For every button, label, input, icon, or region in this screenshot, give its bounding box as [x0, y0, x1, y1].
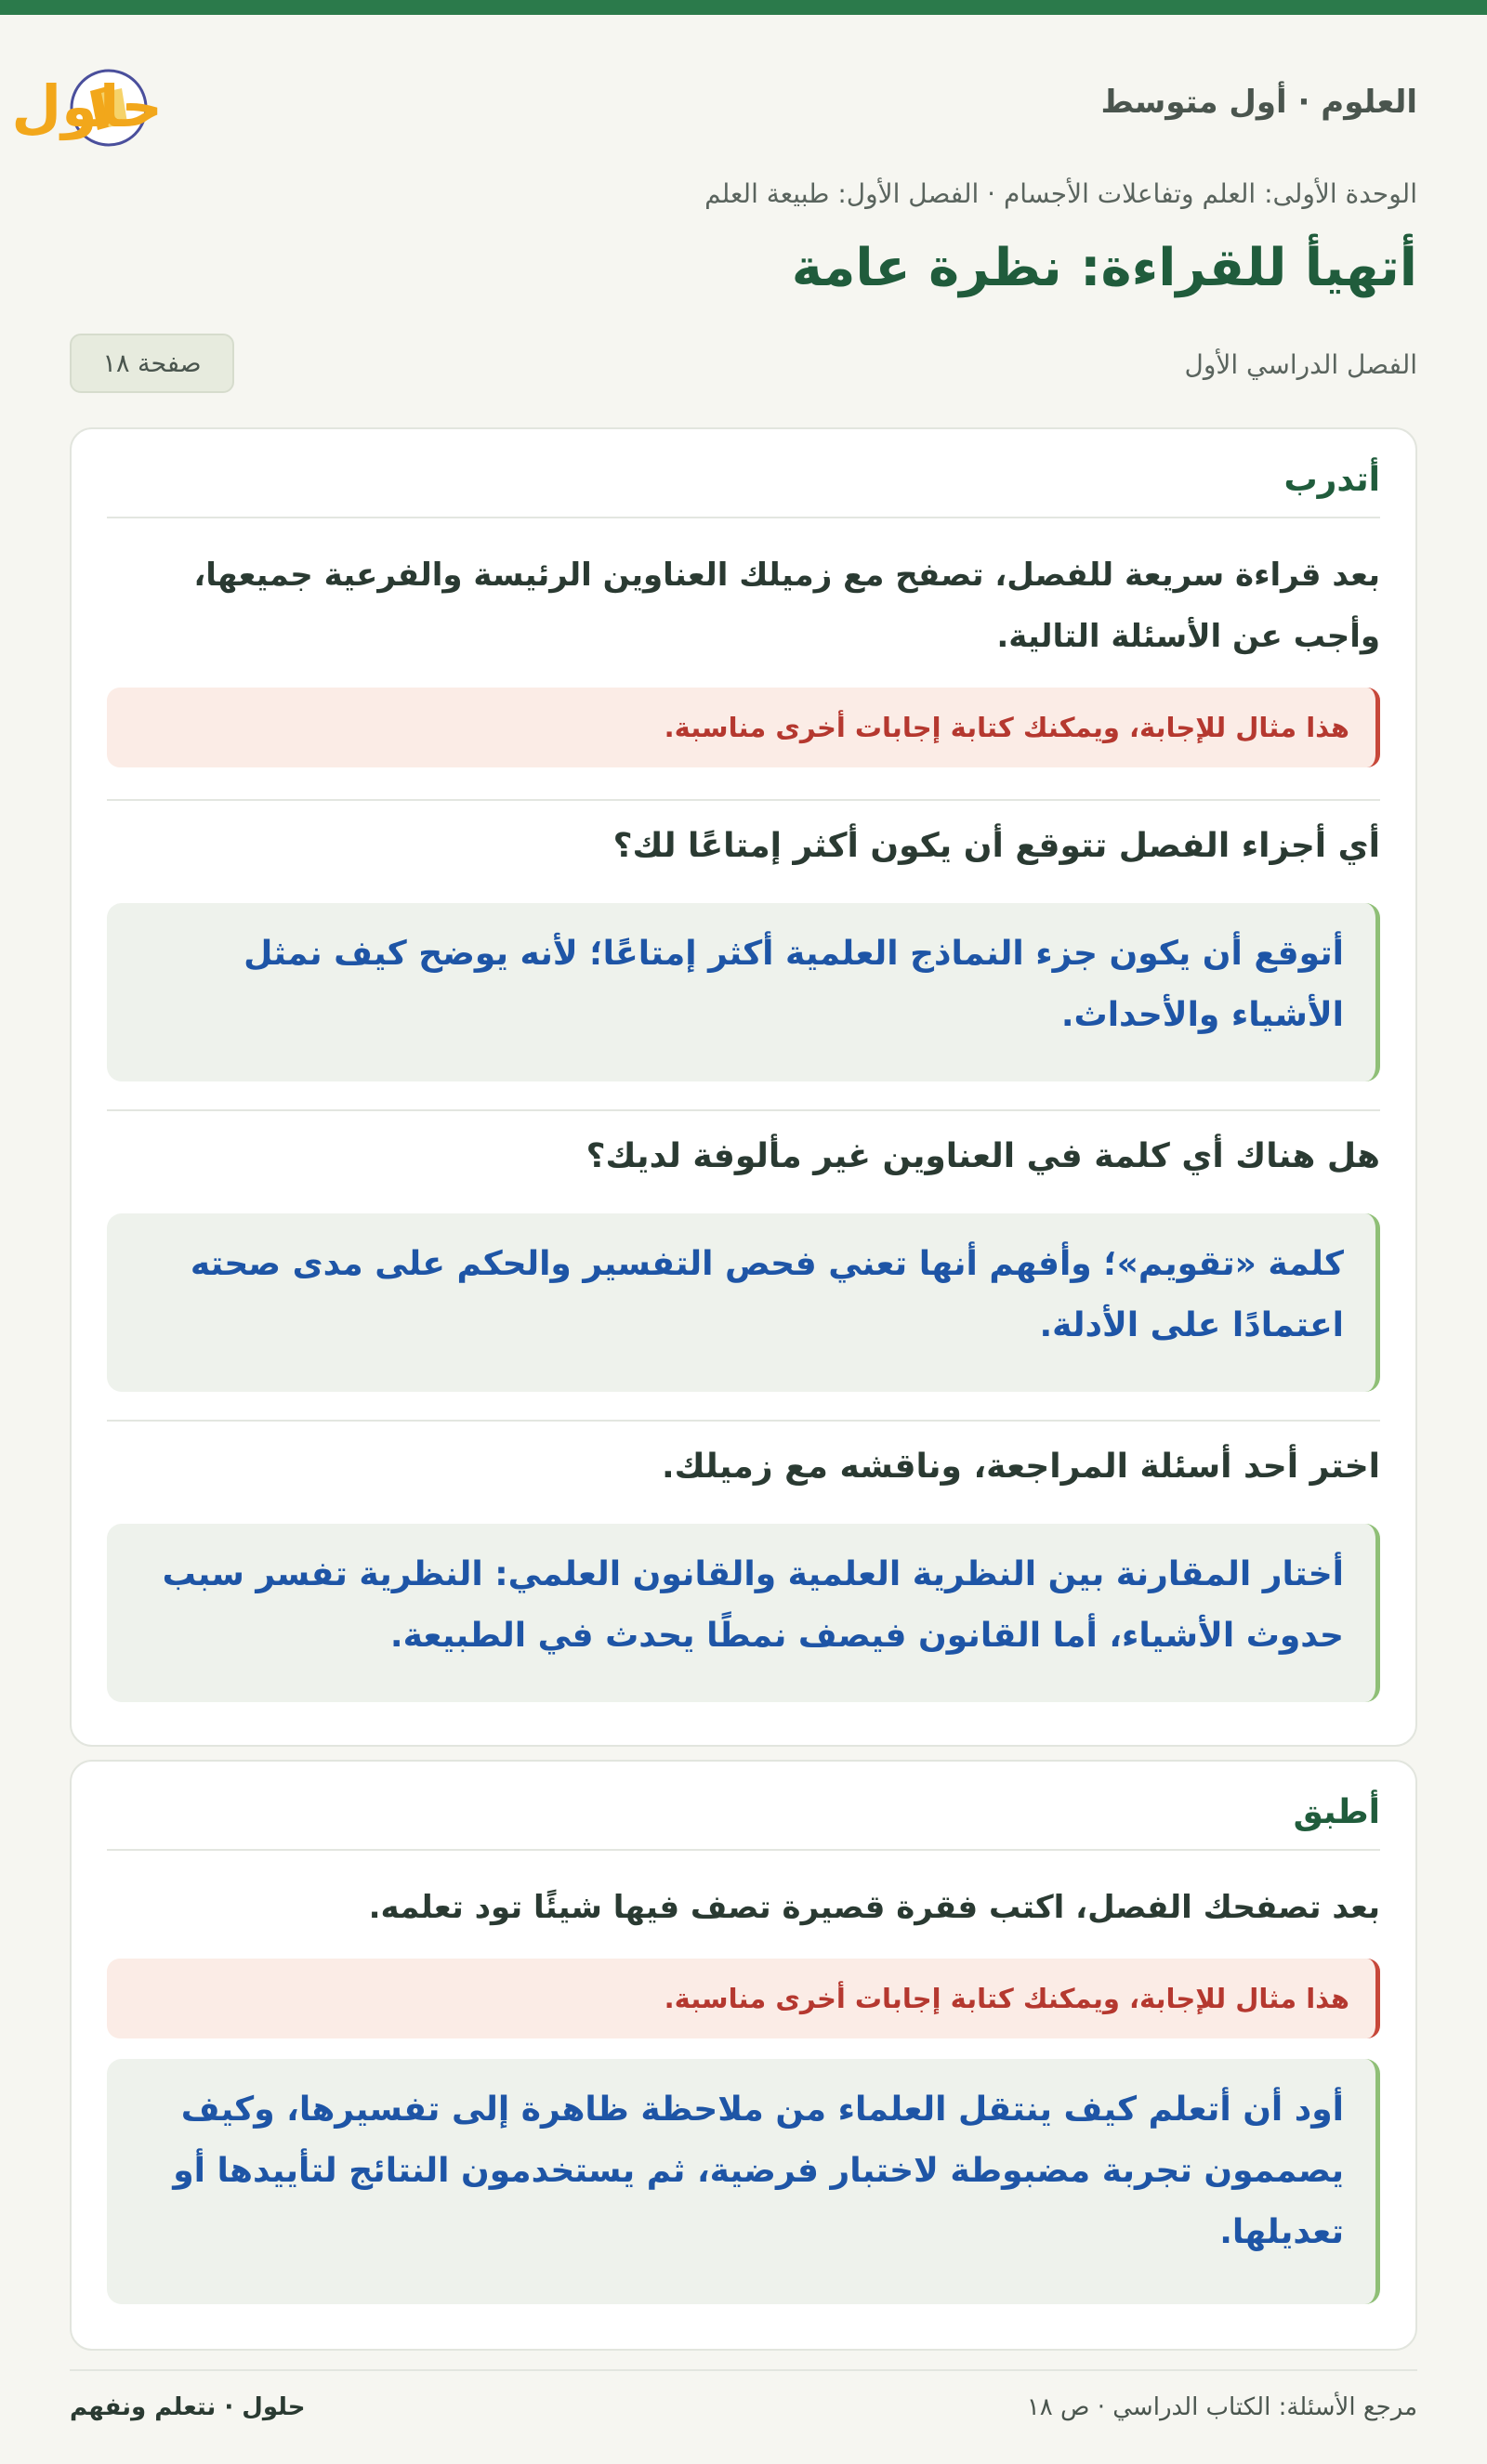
footer-brand[interactable]: حلول · نتعلم ونفهم: [70, 2393, 306, 2421]
top-accent-bar: [0, 0, 1487, 15]
divider: [107, 1420, 1380, 1422]
logo-emblem-icon: [11, 52, 311, 154]
divider: [107, 799, 1380, 801]
answer-1: أتوقع أن يكون جزء النماذج العلمية أكثر إمتاعًا؛ لأنه يوضح كيف نمثل الأشياء والأحداث.: [107, 903, 1380, 1081]
logo-wordmark: حلول: [11, 72, 163, 140]
footer-reference: مرجع الأسئلة: الكتاب الدراسي · ص ١٨: [1026, 2393, 1417, 2421]
breadcrumb: الوحدة الأولى: العلم وتفاعلات الأجسام · الفصل الأول: طبيعة العلم: [704, 178, 1417, 209]
practice-intro: بعد قراءة سريعة للفصل، تصفح مع زميلك العناوين الرئيسة والفرعية جميعها، وأجب عن الأسئلة التالية.: [193, 557, 1380, 655]
page-number-badge: صفحة ١٨: [70, 334, 234, 393]
subject-title: العلوم · أول متوسط: [1100, 84, 1417, 121]
divider: [107, 1109, 1380, 1111]
question-2: هل هناك أي كلمة في العناوين غير مألوفة لديك؟: [586, 1137, 1380, 1175]
practice-title: أتدرب: [1283, 461, 1380, 499]
page: [11, 15, 1417, 2251]
divider: [107, 1849, 1380, 1851]
header: [11, 15, 1417, 164]
apply-card: [70, 1760, 1417, 2351]
example-note: هذا مثال للإجابة، ويمكنك كتابة إجابات أخرى مناسبة.: [107, 688, 1380, 767]
question-3: اختر أحد أسئلة المراجعة، وناقشه مع زميلك.: [661, 1448, 1380, 1486]
semester-label: الفصل الدراسي الأول: [1184, 349, 1417, 380]
divider: [107, 517, 1380, 518]
page-title: أتهيأ للقراءة: نظرة عامة: [791, 238, 1417, 298]
question-1: أي أجزاء الفصل تتوقع أن يكون أكثر إمتاعًا لك؟: [612, 827, 1380, 865]
answer-2: كلمة «تقويم»؛ وأفهم أنها تعني فحص التفسير والحكم على مدى صحته اعتمادًا على الأدلة.: [107, 1213, 1380, 1392]
apply-intro: بعد تصفحك الفصل، اكتب فقرة قصيرة تصف فيها شيئًا تود تعلمه.: [368, 1889, 1380, 1926]
footer-divider: [70, 2369, 1417, 2371]
apply-title: أطبق: [1293, 1793, 1380, 1831]
apply-answer: أود أن أتعلم كيف ينتقل العلماء من ملاحظة ظاهرة إلى تفسيرها، وكيف يصممون تجربة مضبوطة لاختبار فرضية، ثم يستخدمون النتائج لتأييدها أو تعديلها.: [107, 2059, 1380, 2304]
practice-card: [70, 427, 1417, 1747]
brand-logo[interactable]: [11, 52, 311, 154]
answer-3: أختار المقارنة بين النظرية العلمية والقانون العلمي: النظرية تفسر سبب حدوث الأشياء، أما القانون فيصف نمطًا يحدث في الطبيعة.: [107, 1524, 1380, 1702]
example-note: هذا مثال للإجابة، ويمكنك كتابة إجابات أخرى مناسبة.: [107, 1959, 1380, 2038]
